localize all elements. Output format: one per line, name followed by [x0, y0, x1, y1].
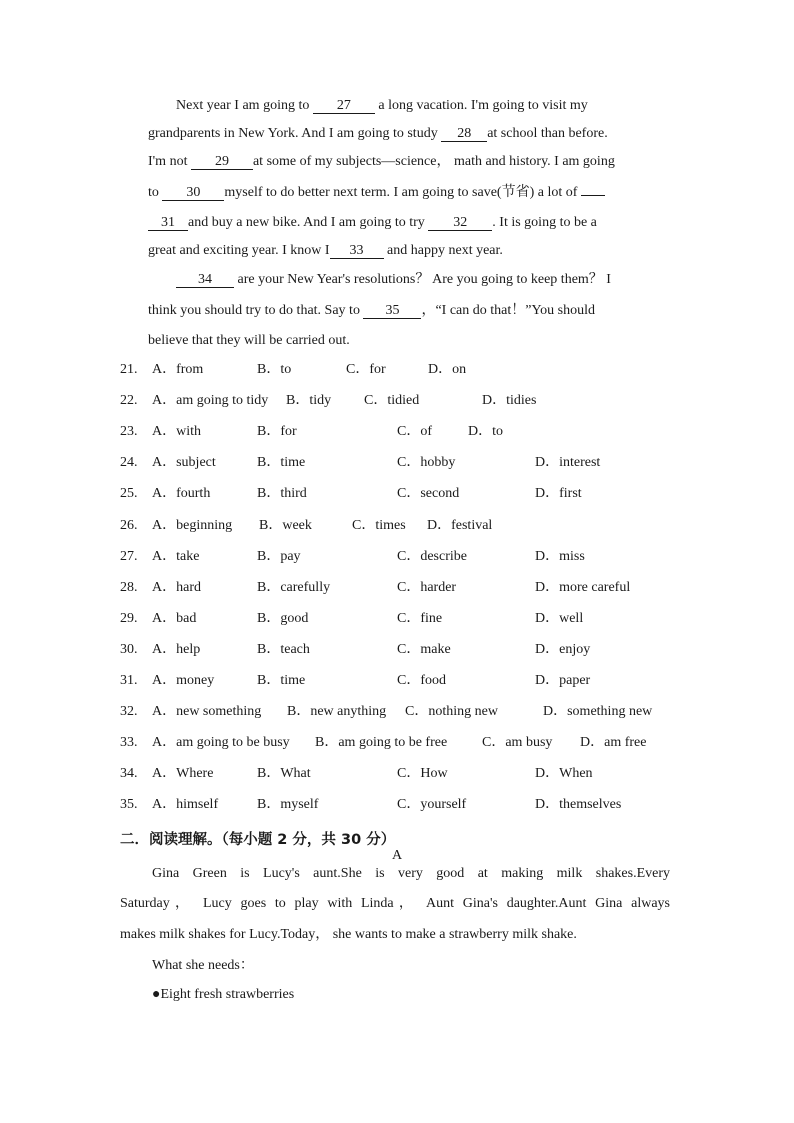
question-number: 28.	[120, 580, 138, 595]
option-a[interactable]: A．fourth	[152, 486, 211, 501]
option-d[interactable]: D．festival	[427, 518, 493, 533]
passage-text: believe that they will be carried out.	[148, 333, 350, 348]
reading-line: Saturday， Lucy goes to play with Linda， Aunt Gina's daughter.Aunt Gina always	[120, 896, 670, 911]
question-number: 33.	[120, 735, 138, 750]
option-c[interactable]: C．times	[352, 518, 406, 533]
ingredient-item: ●Eight fresh strawberries	[152, 987, 295, 1002]
option-b[interactable]: B．week	[259, 518, 312, 533]
passage-line	[148, 243, 503, 259]
option-d[interactable]: D．more careful	[535, 580, 631, 595]
passage-text: a long vacation. I'm going to visit my	[378, 98, 588, 113]
option-a[interactable]: A．himself	[152, 797, 219, 812]
option-c[interactable]: C．hobby	[397, 455, 456, 470]
blank-27[interactable]: 27	[313, 99, 375, 114]
passage-text: to	[148, 185, 159, 200]
passage-line	[148, 215, 597, 231]
option-a[interactable]: A．hard	[152, 580, 201, 595]
passage-text: are your New Year's resolutions？ Are you going to keep them？ I	[237, 272, 611, 287]
section-heading: 二．阅读理解。（每小题 2 分，共 30 分）	[120, 832, 396, 848]
option-a[interactable]: A．money	[152, 673, 215, 688]
question-number: 31.	[120, 673, 138, 688]
question-number: 23.	[120, 424, 138, 439]
passage-line	[148, 126, 608, 142]
passage-text: Next year I am going to	[176, 98, 310, 113]
passage-text: at school than before.	[487, 126, 608, 141]
passage-line	[148, 154, 615, 170]
option-d[interactable]: D．on	[428, 362, 467, 377]
option-b[interactable]: B．new anything	[287, 704, 387, 719]
option-d[interactable]: D．interest	[535, 455, 601, 470]
option-b[interactable]: B．for	[257, 424, 297, 439]
option-a[interactable]: A．with	[152, 424, 201, 439]
option-d[interactable]: D．miss	[535, 549, 585, 564]
option-a[interactable]: A．am going to tidy	[152, 393, 269, 408]
passage-text: great and exciting year. I know I	[148, 243, 330, 258]
option-c[interactable]: C．yourself	[397, 797, 467, 812]
needs-label: What she needs：	[152, 958, 254, 973]
option-a[interactable]: A．am going to be busy	[152, 735, 290, 750]
blank-33[interactable]: 33	[330, 244, 384, 259]
option-b[interactable]: B．time	[257, 673, 306, 688]
option-c[interactable]: C．for	[346, 362, 386, 377]
option-c[interactable]: C．How	[397, 766, 448, 781]
option-a[interactable]: A．Where	[152, 766, 214, 781]
option-c[interactable]: C．second	[397, 486, 460, 501]
question-number: 34.	[120, 766, 138, 781]
option-a[interactable]: A．beginning	[152, 518, 233, 533]
option-b[interactable]: B．to	[257, 362, 292, 377]
question-number: 27.	[120, 549, 138, 564]
option-c[interactable]: C．food	[397, 673, 446, 688]
passage-text: I'm not	[148, 154, 188, 169]
option-d[interactable]: D．well	[535, 611, 584, 626]
option-d[interactable]: D．paper	[535, 673, 591, 688]
option-c[interactable]: C．describe	[397, 549, 467, 564]
option-b[interactable]: B．carefully	[257, 580, 331, 595]
blank-32[interactable]: 32	[428, 216, 492, 231]
passage-label: A	[391, 848, 403, 863]
blank-31-start	[581, 195, 605, 196]
option-d[interactable]: D．themselves	[535, 797, 622, 812]
option-d[interactable]: D．tidies	[482, 393, 537, 408]
option-a[interactable]: A．from	[152, 362, 204, 377]
option-b[interactable]: B．teach	[257, 642, 310, 657]
passage-text: myself to do better next term. I am going to save(节省) a lot of	[224, 185, 578, 200]
blank-34[interactable]: 34	[176, 273, 234, 288]
passage-line	[176, 98, 588, 114]
option-b[interactable]: B．am going to be free	[315, 735, 448, 750]
option-c[interactable]: C．tidied	[364, 393, 420, 408]
option-a[interactable]: A．bad	[152, 611, 197, 626]
option-d[interactable]: D．something new	[543, 704, 653, 719]
question-number: 30.	[120, 642, 138, 657]
blank-30[interactable]: 30	[162, 186, 224, 201]
reading-line: Gina Green is Lucy's aunt.She is very good at making milk shakes.Every	[152, 866, 670, 881]
question-number: 24.	[120, 455, 138, 470]
option-b[interactable]: B．pay	[257, 549, 301, 564]
question-number: 21.	[120, 362, 138, 377]
passage-text: ，“I can do that！”You should	[421, 303, 596, 318]
option-b[interactable]: B．myself	[257, 797, 319, 812]
option-c[interactable]: C．of	[397, 424, 432, 439]
passage-text: grandparents in New York. And I am going to study	[148, 126, 438, 141]
option-d[interactable]: D．enjoy	[535, 642, 591, 657]
question-number: 35.	[120, 797, 138, 812]
option-d[interactable]: D．first	[535, 486, 582, 501]
option-a[interactable]: A．new something	[152, 704, 262, 719]
option-a[interactable]: A．help	[152, 642, 201, 657]
option-c[interactable]: C．nothing new	[405, 704, 498, 719]
passage-text: . It is going to be a	[492, 215, 597, 230]
passage-line	[148, 303, 595, 319]
passage-text: at some of my subjects—science， math and history. I am going	[252, 154, 615, 169]
passage-text: and buy a new bike. And I am going to try	[188, 215, 425, 230]
question-number: 32.	[120, 704, 138, 719]
question-number: 22.	[120, 393, 138, 408]
passage-line	[148, 333, 350, 349]
option-c[interactable]: C．am busy	[482, 735, 553, 750]
question-number: 25.	[120, 486, 138, 501]
option-b[interactable]: B．tidy	[286, 393, 332, 408]
option-a[interactable]: A．subject	[152, 455, 216, 470]
option-d[interactable]: D．am free	[580, 735, 647, 750]
option-b[interactable]: B．time	[257, 455, 306, 470]
blank-28[interactable]: 28	[441, 127, 487, 142]
question-number: 26.	[120, 518, 138, 533]
passage-line	[148, 185, 605, 201]
option-b[interactable]: B．good	[257, 611, 309, 626]
passage-text: think you should try to do that. Say to	[148, 303, 360, 318]
reading-line: makes milk shakes for Lucy.Today， she wants to make a strawberry milk shake.	[120, 927, 577, 942]
blank-31[interactable]: 31	[148, 216, 188, 231]
blank-35[interactable]: 35	[363, 304, 421, 319]
option-d[interactable]: D．When	[535, 766, 593, 781]
option-a[interactable]: A．take	[152, 549, 200, 564]
option-b[interactable]: B．What	[257, 766, 311, 781]
question-number: 29.	[120, 611, 138, 626]
passage-line	[176, 272, 611, 288]
option-d[interactable]: D．to	[468, 424, 503, 439]
passage-text: and happy next year.	[387, 243, 503, 258]
option-b[interactable]: B．third	[257, 486, 307, 501]
option-c[interactable]: C．harder	[397, 580, 457, 595]
blank-29[interactable]: 29	[191, 155, 253, 170]
option-c[interactable]: C．fine	[397, 611, 443, 626]
option-c[interactable]: C．make	[397, 642, 451, 657]
